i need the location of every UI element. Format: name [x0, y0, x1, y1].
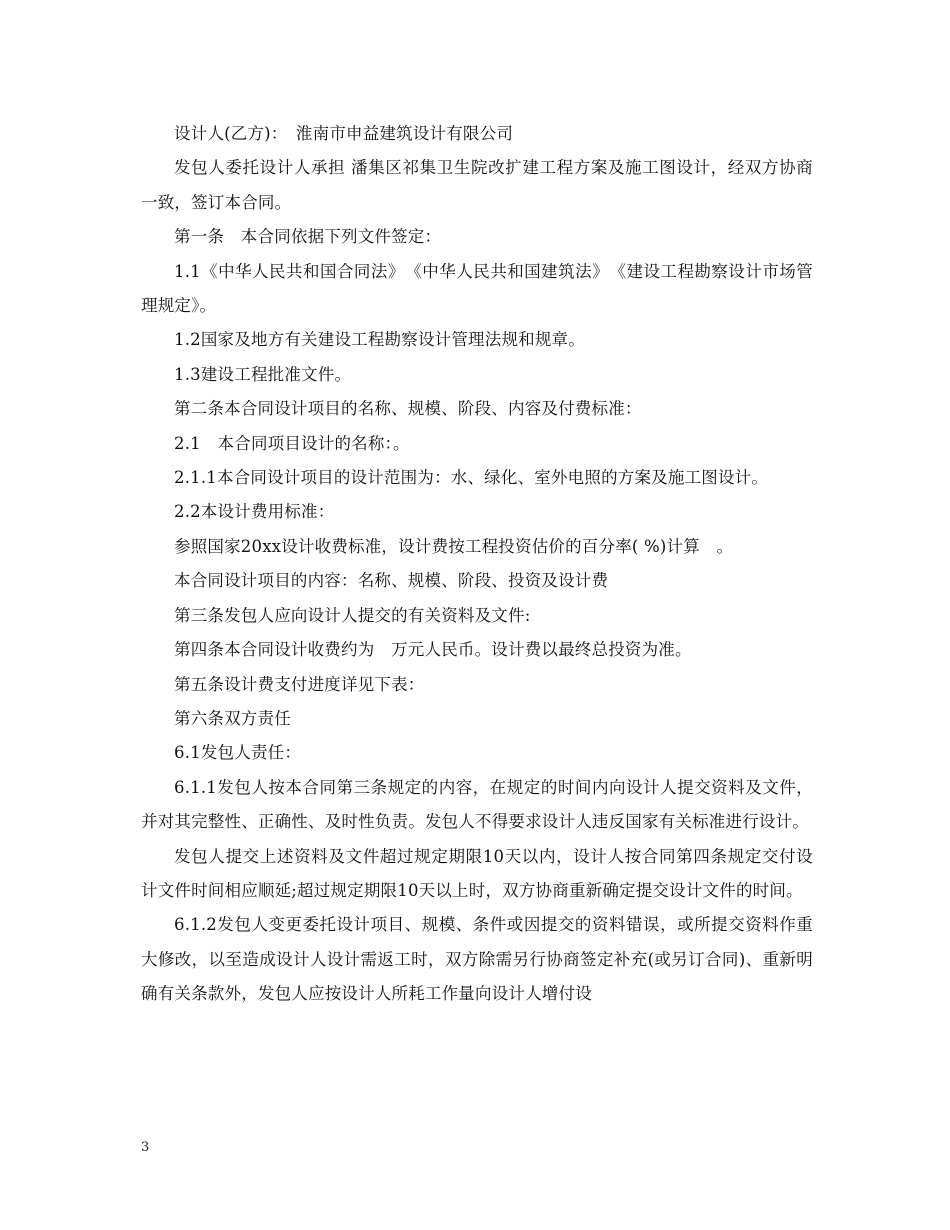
paragraph-2-2: 2.2本设计费用标准：	[174, 502, 335, 522]
paragraph-article-3: 第三条发包人应向设计人提交的有关资料及文件:	[174, 605, 531, 625]
paragraph-article-5: 第五条设计费支付进度详见下表：	[174, 674, 425, 694]
paragraph-1-3: 1.3建设工程批准文件。	[174, 364, 352, 384]
paragraph-fee-reference: 参照国家20xx设计收费标准，设计费按工程投资估价的百分率( %)计算 。	[174, 536, 734, 556]
paragraph-6-1: 6.1发包人责任：	[174, 743, 302, 763]
paragraph-article-2-heading: 第二条本合同设计项目的名称、规模、阶段、内容及付费标准：	[174, 399, 642, 419]
paragraph-article-6-heading: 第六条双方责任	[174, 708, 291, 728]
paragraph-1-1: 1.1《中华人民共和国合同法》 《中华人民共和国建筑法》 《建设工程勘察设计市场管理规定》。	[141, 261, 813, 316]
paragraph-article-1-heading: 第一条 本合同依据下列文件签定：	[174, 227, 442, 247]
paragraph-6-1-2: 6.1.2发包人变更委托设计项目、规模、条件或因提交的资料错误，或所提交资料作重大修改，以至造成设计人设计需返工时，双方除需另行协商签定补充(或另订合同)、重新明确有关条款外，发包人应按设计人所耗工作量向设计人增付设	[141, 915, 813, 1004]
paragraph-article-4: 第四条本合同设计收费约为 万元人民币。设计费以最终总投资为准。	[174, 640, 692, 660]
paragraph-2-1: 2.1 本合同项目设计的名称：。	[174, 433, 410, 453]
document-body	[141, 117, 813, 1012]
page-number: 3	[141, 1140, 150, 1155]
paragraph-deadline-extension: 发包人提交上述资料及文件超过规定期限10天以内，设计人按合同第四条规定交付设计文件时间相应顺延;超过规定期限10天以上时，双方协商重新确定提交设计文件的时间。	[141, 846, 813, 900]
paragraph-2-1-1: 2.1.1本合同设计项目的设计范围为：水、绿化、室外电照的方案及施工图设计。	[174, 468, 769, 488]
paragraph-1-2: 1.2国家及地方有关建设工程勘察设计管理法规和规章。	[174, 330, 585, 350]
paragraph-designer-party: 设计人(乙方)： 淮南市申益建筑设计有限公司	[174, 124, 514, 143]
paragraph-6-1-1: 6.1.1发包人按本合同第三条规定的内容，在规定的时间内向设计人提交资料及文件，并对其完整性、正确性、及时性负责。发包人不得要求设计人违反国家有关标准进行设计。	[141, 777, 813, 832]
paragraph-commission: 发包人委托设计人承担 潘集区祁集卫生院改扩建工程方案及施工图设计，经双方协商一致，签订本合同。	[141, 158, 813, 212]
paragraph-project-content: 本合同设计项目的内容：名称、规模、阶段、投资及设计费	[174, 571, 609, 591]
